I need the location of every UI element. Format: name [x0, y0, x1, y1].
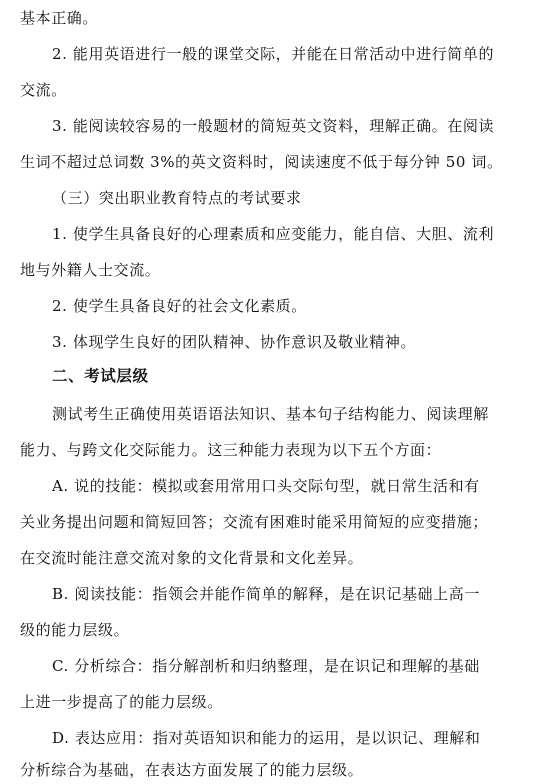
intro-paragraph-line-1: 测试考生正确使用英语语法知识、基本句子结构能力、阅读理解	[52, 405, 489, 423]
vocational-item-3: 3. 体现学生良好的团队精神、协作意识及敬业精神。	[52, 333, 417, 351]
level-item-d: D. 表达应用：指对英语知识和能力的运用，是以识记、理解和	[52, 729, 481, 747]
section-heading: 二、考试层级	[52, 367, 149, 385]
level-item-d-cont: 分析综合为基础，在表达方面发展了的能力层级。	[20, 761, 364, 779]
level-item-a-cont-2: 在交流时能注意交流对象的文化背景和文化差异。	[20, 549, 364, 567]
intro-paragraph-line-2: 能力、与跨文化交际能力。这三种能力表现为以下五个方面：	[20, 441, 442, 459]
requirement-item-2: 2. 能用英语进行一般的课堂交际，并能在日常活动中进行简单的	[52, 45, 495, 63]
level-item-a-cont-1: 关业务提出问题和简短回答；交流有困难时能采用简短的应变措施；	[20, 513, 489, 531]
section-subheading: （三）突出职业教育特点的考试要求	[52, 189, 302, 207]
vocational-item-1: 1. 使学生具备良好的心理素质和应变能力，能自信、大胆、流利	[52, 225, 495, 243]
level-item-c: C. 分析综合：指分解剖析和归纳整理，是在识记和理解的基础	[52, 657, 480, 675]
level-item-b: B. 阅读技能：指领会并能作简单的解释，是在识记基础上高一	[52, 585, 480, 603]
requirement-item-2-cont: 交流。	[20, 81, 67, 99]
level-item-a: A. 说的技能：模拟或套用常用口头交际句型，就日常生活和有	[52, 477, 480, 495]
vocational-item-2: 2. 使学生具备良好的社会文化素质。	[52, 297, 307, 315]
vocational-item-1-cont: 地与外籍人士交流。	[20, 261, 161, 279]
requirement-item-3: 3. 能阅读较容易的一般题材的简短英文资料，理解正确。在阅读	[52, 117, 495, 135]
paragraph-line-continuation: 基本正确。	[20, 9, 99, 27]
requirement-item-3-cont: 生词不超过总词数 3%的英文资料时，阅读速度不低于每分钟 50 词。	[20, 153, 503, 171]
level-item-b-cont: 级的能力层级。	[20, 621, 130, 639]
level-item-c-cont: 上进一步提高了的能力层级。	[20, 693, 223, 711]
